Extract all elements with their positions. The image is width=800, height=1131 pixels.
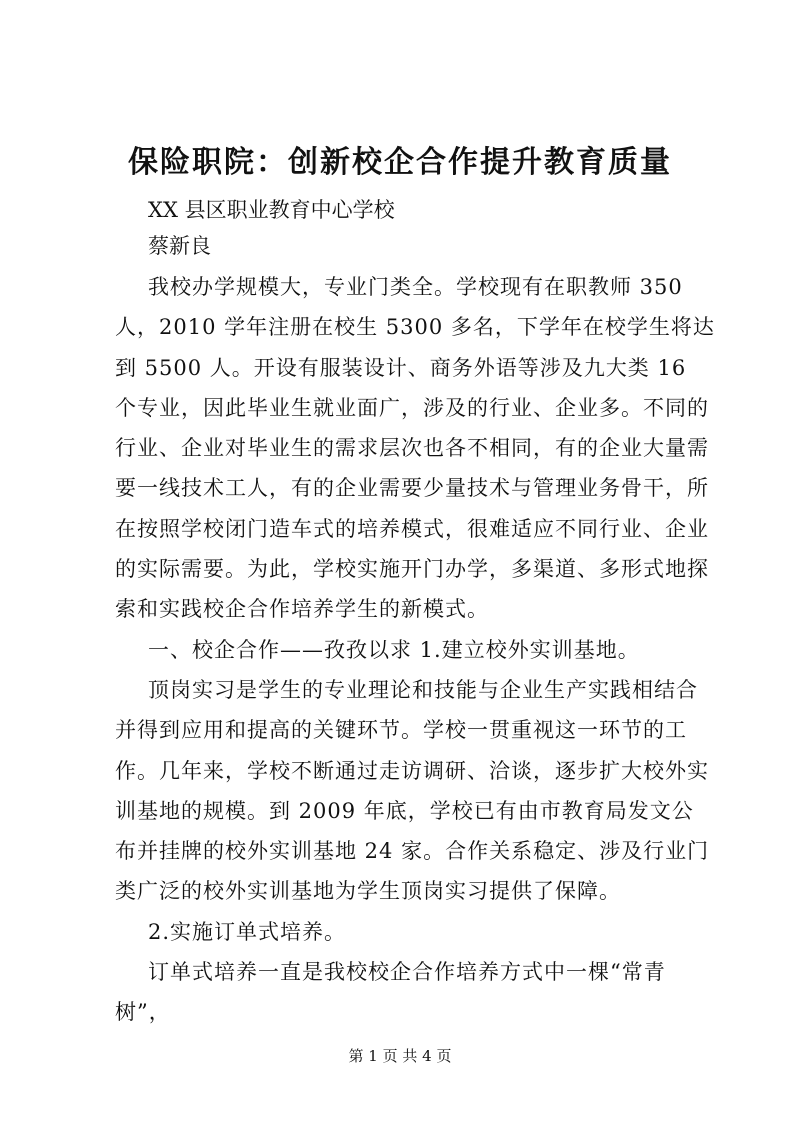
paragraph-order-training: 订单式培养一直是我校校企合作培养方式中一棵“常青树”， [115, 960, 666, 1025]
document-title: 保险职院：创新校企合作提升教育质量 [128, 145, 672, 180]
document-body [115, 267, 715, 1033]
school-name: XX 县区职业教育中心学校 [148, 198, 395, 222]
author-name: 蔡新良 [148, 234, 211, 258]
paragraph-internship: 顶岗实习是学生的专业理论和技能与企业生产实践相结合并得到应用和提高的关键环节。学校一贯重视这一环节的工作。几年来，学校不断通过走访调研、洽谈，逐步扩大校外实训基地的规模。到 2009 年底，学校已有由市教育局发文公布并挂牌的校外实训基地 24 家。合作关系稳定、涉及行业门类广泛的校外实训基地为学生顶岗实习提供了保障。 [115, 677, 710, 904]
page-footer: 第 1 页 共 4 页 [348, 1047, 452, 1065]
section-heading-2: 2.实施订单式培养。 [148, 919, 347, 944]
section-heading-1: 一、校企合作——孜孜以求 1.建立校外实训基地。 [148, 637, 640, 662]
paragraph-intro: 我校办学规模大，专业门类全。学校现有在职教师 350 人，2010 学年注册在校生 5300 多名，下学年在校学生将达到 5500 人。开设有服装设计、商务外语等涉及九大类 16 个专业，因此毕业生就业面广，涉及的行业、企业多。不同的行业、企业对毕业生的需求层次也各不相同，有的企业大量需要一线技术工人，有的企业需要少量技术与管理业务骨干，所在按照学校闭门造车式的培养模式，很难适应不同行业、企业的实际需要。为此，学校实施开门办学，多渠道、多形式地探索和实践校企合作培养学生的新模式。 [115, 275, 715, 622]
